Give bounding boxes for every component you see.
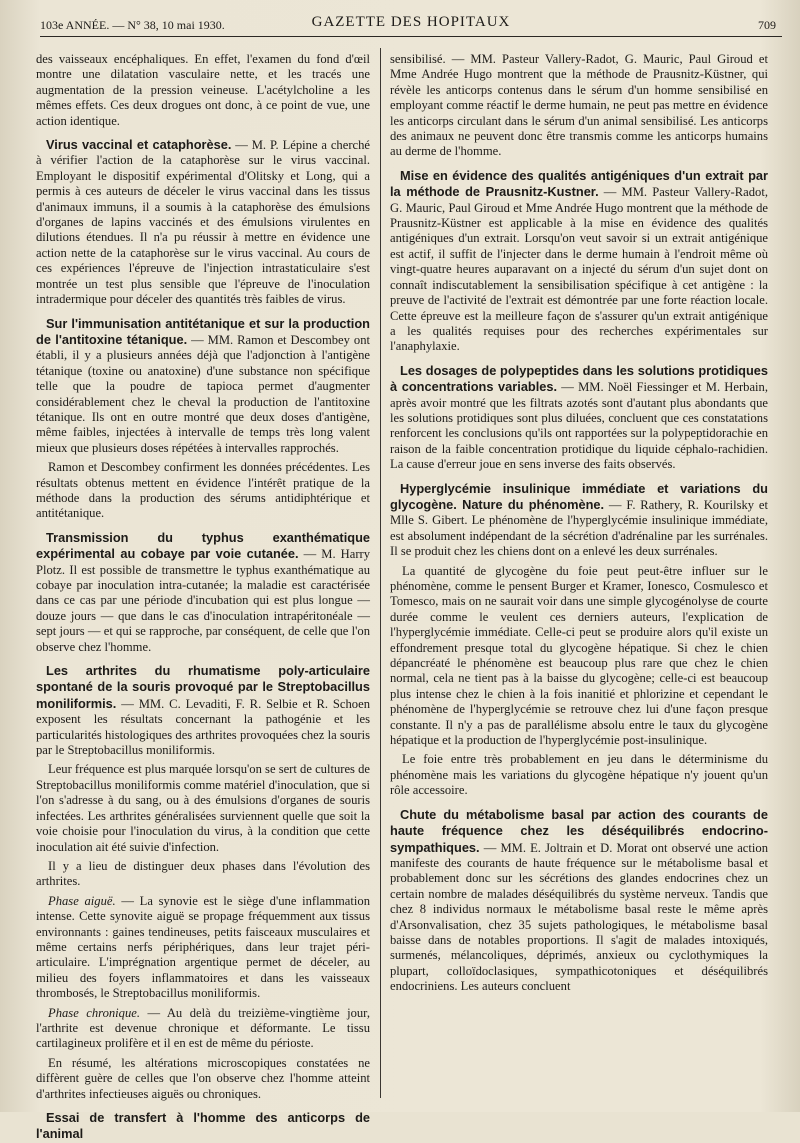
paragraph	[36, 894, 370, 1002]
paragraph: Leur fréquence est plus marquée lorsqu'on se sert de cultures de Streptobacillus moniliformis comme matériel d'inoculation, que si l'on s'adresse à du sang, ou à des émulsions d'organes de souris infectées. Les arthrites généralisées surviennent quelle que soit la voie choisie pour l'inoculation du virus, à la condition que cette inoculation ait été suivie d'infection.	[36, 762, 370, 854]
section-immunisation-antitetanique	[36, 316, 370, 457]
section-arthrites	[36, 663, 370, 758]
page-header	[40, 8, 782, 37]
left-column	[36, 52, 371, 1142]
section-text: — MM. Noël Fiessinger et M. Herbain, après avoir montré que les filtrats azotés sont d'autant plus abondants que les solutions protidiques sont plus diluées, concluent que ces constatations renforcent les conclusions qu'ils ont rapportées sur la polypeptidorachie en raison de la faible concentration protidique du liquide céphalo-rachidien. La cause d'erreur joue en sens inverse des faits observés.	[390, 380, 768, 472]
section-text: — F. Rathery, R. Kourilsky et Mlle S. Gibert. Le phénomène de l'hyperglycémie insulinique immédiate, est absolument indépendant de la sécrétion d'adrénaline par les surrénales. Il se produit chez les chiens dont on a enlevé les deux surrénales.	[390, 497, 768, 559]
column-divider	[380, 48, 381, 1098]
section-title: Les arthrites du rhumatisme poly-articulaire spontané de la souris provoqué par le Streptobacillus moniliformis.	[36, 663, 370, 711]
section-text: — M. Harry Plotz. Il est possible de transmettre le typhus exanthématique au cobaye par inoculation intra-cutanée; la maladie est caractérisée dans ce cas par une période d'incubation qui est plus longue — douze jours — que dans le cas d'inoculation intrapéritonéale — sept jours — et qui se rapproche, par conséquent, de celle que l'on observe chez l'homme.	[36, 547, 371, 654]
section-text: — MM. Ramon et Descombey ont établi, il y a plusieurs années déjà que l'adjonction à l'antigène tétanique (toxine ou anatoxine) d'une substance non spécifique telle que la poudre de tapioca permet d'augmenter considérablement chez le cheval la production de l'antitoxine tétanique. Ils ont en outre montré que deux doses d'antigène, même faibles, injectées à intervalle de temps très long valent mieux que plusieurs doses répétées à intervalles rapprochés.	[36, 332, 370, 455]
section-qualites-antigeniques	[390, 168, 768, 355]
paragraph-text: — Au delà du treizième-vingtième jour, l'arthrite est devenue chronique et déformante. Le tissu cartilagineux prolifère et il en est de même du périoste.	[36, 1005, 370, 1051]
section-text: — MM. E. Joltrain et D. Morat ont observé une action manifeste des courants de haute fréquence sur le métabolisme basal et probablement donc sur les sécrétions des glandes endocrines chez un certain nombre de malades déséquilibrés du système nerveux. Tandis que chez 8 individus normaux le métabolisme basal reste le même après d'Arsonvalisation, chez 35 sujets pathologiques, le métabolisme basal baisse dans de notables proportions. Il s'agit de malades intoxiqués, surmenés, mélancoliques, déprimés, anxieux ou cyclothymiques la plupart, colloïdoclasiques, sympathicotoniques et déséquilibrés endocriniens. Les auteurs concluent	[390, 840, 768, 994]
section-metabolisme-basal	[390, 807, 768, 995]
paragraph: Le foie entre très probablement en jeu dans le déterminisme du phénomène mais les variations du glycogène hépatique n'y jouent qu'un rôle accessoire.	[390, 752, 768, 798]
paragraph: des vaisseaux encéphaliques. En effet, l'examen du fond d'œil montre une dilatation vasculaire nette, et les tracés une augmentation de la pression veineuse. L'acétylcholine a les mêmes effets. Ces deux drogues ont donc, à ce point de vue, une action identique.	[36, 52, 370, 128]
paragraph: Il y a lieu de distinguer deux phases dans l'évolution des arthrites.	[36, 858, 370, 889]
phase-label: Phase aiguë.	[48, 893, 116, 908]
section-hyperglycemie	[390, 481, 768, 560]
section-text: — M. P. Lépine a cherché à vérifier l'action de la cataphorèse sur le virus vaccinal. Employant le dispositif expérimental d'Olitsky et Long, qui a permis à ces auteurs de déceler le virus vaccinal dans les tissus d'animaux immuns, il a soumis à la cataphorèse des émulsions d'organes de lapins vaccinés et des émulsions virulentes en dilutions étendues. Il n'a pu réussir à mettre en évidence une action nette de la cataphorèse sur le virus vaccinal. Au cours de ces expériences l'épreuve de l'injection intrastaticulaire s'est montrée un test plus sensible que l'épreuve de l'inoculation intradermique pour déceler des quantités très faibles de virus.	[36, 138, 370, 307]
section-virus-vaccinal	[36, 137, 370, 307]
paragraph: En résumé, les altérations microscopiques constatées ne diffèrent guère de celles que l'on observe chez l'homme atteint d'arthrites infectieuses aiguës ou chroniques.	[36, 1055, 370, 1101]
paragraph	[36, 1006, 370, 1052]
page-number: 709	[758, 18, 776, 32]
section-title: Virus vaccinal et cataphorèse.	[46, 137, 232, 153]
paragraph-text: — La synovie est le siège d'une inflammation intense. Cette synovite aiguë se propage fréquemment aux tissus environnants : gaines tendineuses, petits faisceaux musculaires et même certains nerfs périphériques, dans leur trajet péri-articulaire. L'imprégnation argentique permet de déceler, au milieu des foyers inflammatoires et dans les vaisseaux thrombosés, le Streptobacillus moniliformis.	[36, 893, 370, 1001]
section-title: Hyperglycémie insulinique immédiate et variations du glycogène. Nature du phénomène.	[390, 480, 768, 512]
section-typhus	[36, 530, 370, 655]
section-polypeptides	[390, 363, 768, 473]
paragraph: La quantité de glycogène du foie peut peut-être influer sur le phénomène, comme le pensent Burger et Kramer, Ionesco, Cosmulesco et Tomesco, mais on ne saurait voir dans une simple glycogénolyse de courte durée comme le veulent ces derniers auteurs, l'explication de l'hyperglycémie immédiate. Celle-ci peut se produire alors qu'il existe un effondrement presque total du glycogène hépatique. Si chez le chien dépancréaté le phénomène est beaucoup plus rare que chez le chien normal, cela ne tient pas à la baisse du glycogène; celle-ci est beaucoup plus intense chez le chien à la fois inanitié et phlorizine et cependant le phénomène de l'hyperglycémie se retrouve chez lui d'une façon presque constante. Il n'y a pas de parallélisme absolu entre le taux du glycogène hépatique et la production de l'hyperglycémie post-insulinique.	[390, 563, 768, 748]
section-title: Essai de transfert à l'homme des anticorps de l'animal	[36, 1110, 370, 1142]
section-title: Sur l'immunisation antitétanique et sur la production de l'antitoxine tétanique.	[36, 315, 370, 347]
section-text: — MM. C. Levaditi, F. R. Selbie et R. Schoen exposent les résultats concernant la pathogénie et les particularités histologiques des arthrites provoquées chez la souris par le Streptobacillus moniliformis.	[36, 696, 370, 758]
section-text: — MM. Pasteur Vallery-Radot, G. Mauric, Paul Giroud et Mme Andrée Hugo montrent que la méthode de Prausnitz-Küstner est applicable à la mise en évidence des qualités antigéniques d'un extrait. Lorsqu'on veut savoir si un extrait antigénique est actif, il suffit de l'injecter dans le derme humain à l'endroit même où vingt-quatre heures auparavant on a injecté du sérum d'un sujet dont on connaît indiscutablement la sensibilisation spécifique à cet antigène : la preuve de l'activité de l'extrait est démontrée par une forte réaction locale. Cette épreuve est la meilleure façon de s'assurer qu'un extrait antigénique a les qualités requises pour des recherches expérimentales sur l'anaphylaxie.	[390, 185, 768, 354]
section-essai-transfert	[36, 1110, 370, 1143]
section-title: Chute du métabolisme basal par action des courants de haute fréquence chez les déséquilibrés endocrino-sympathiques.	[390, 806, 768, 855]
right-column	[390, 52, 768, 1094]
section-title: Transmission du typhus exanthématique expérimental au cobaye par voie cutanée.	[36, 529, 370, 562]
section-title: Mise en évidence des qualités antigéniques d'un extrait par la méthode de Prausnitz-Kustner.	[390, 167, 768, 200]
paragraph: sensibilisé. — MM. Pasteur Vallery-Radot, G. Mauric, Paul Giroud et Mme Andrée Hugo montrent que la méthode de Prausnitz-Küstner, qui révèle les anticorps contenus dans le sérum d'un homme sensibilisé en employant comme réactif le derme humain, ne peut pas mettre en évidence les anticorps circulant dans le sérum d'un animal sensibilisé. Les anticorps des animaux ne peuvent donc être transmis comme les anticorps humains au derme de l'homme.	[390, 52, 768, 159]
journal-title: GAZETTE DES HOPITAUX	[311, 14, 511, 30]
section-title: Les dosages de polypeptides dans les solutions protidiques à concentrations variables.	[390, 362, 768, 395]
paragraph: Ramon et Descombey confirment les données précédentes. Les résultats obtenus mettent en évidence l'intérêt pratique de la méthode dans la production des sérums antidiphtérique et antitétanique.	[36, 460, 370, 521]
issue-info: 103e ANNÉE. — N° 38, 10 mai 1930.	[40, 18, 225, 32]
phase-label: Phase chronique.	[48, 1005, 140, 1020]
